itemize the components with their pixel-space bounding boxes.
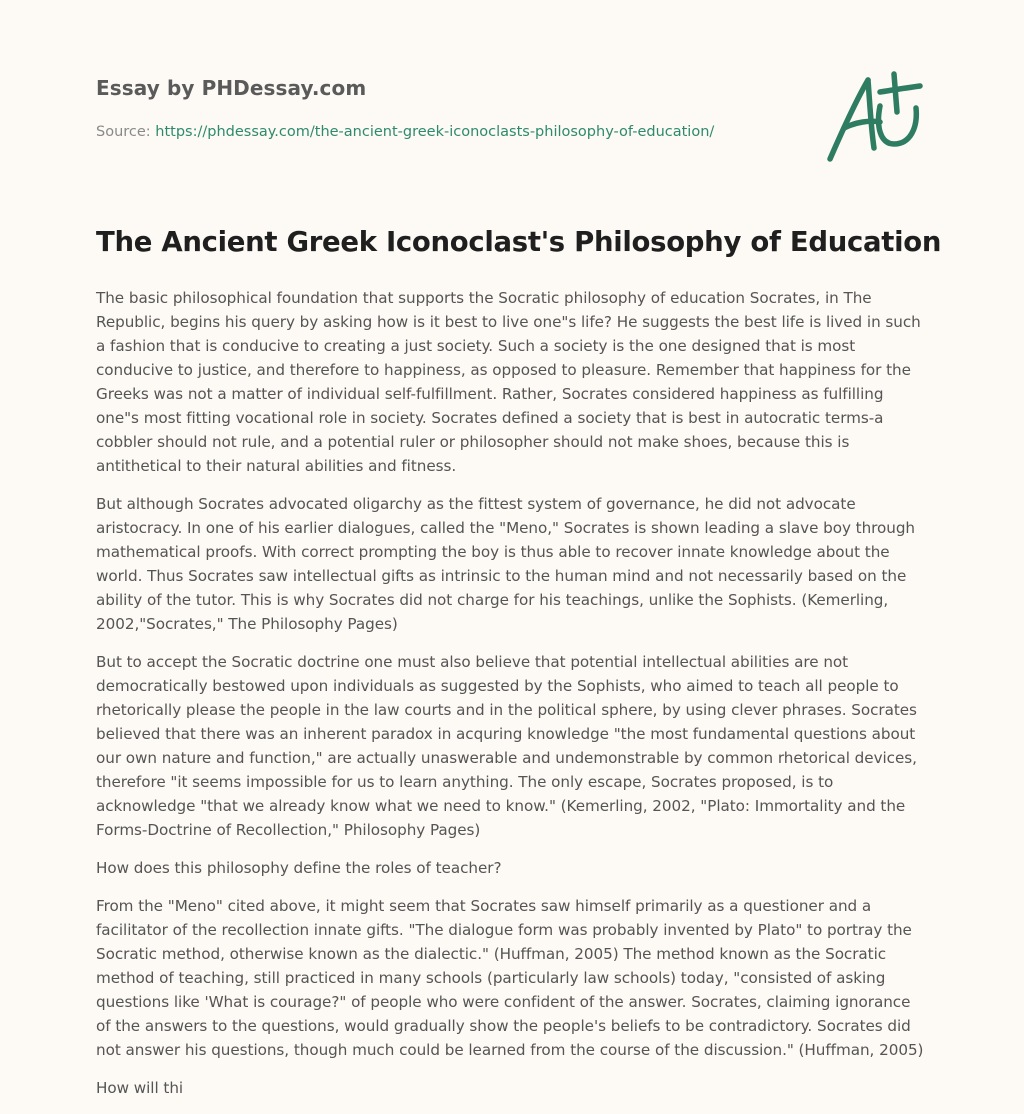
- essay-paragraph: The basic philosophical foundation that supports the Socratic philosophy of education Socrates, in The Republic, begins his query by asking how is it best to live one"s life? He suggests the best life is lived in such a fashion that is conducive to creating a just society. Such a society is the one designed that is most conducive to justice, and therefore to happiness, as opposed to pleasure. Remember that happiness for the Greeks was not a matter of individual self-fulfillment. Rather, Socrates considered happiness as fulfilling one"s most fitting vocational role in society. Socrates defined a society that is best in autocratic terms-a cobbler should not rule, and a potential ruler or philosopher should not make shoes, because this is antithetical to their natural abilities and fitness.: [96, 289, 921, 475]
- source-label: Source:: [96, 124, 156, 140]
- essay-question: How does this philosophy define the roles of teacher?: [96, 859, 502, 877]
- essay-body: [96, 286, 928, 1114]
- source-link[interactable]: https://phdessay.com/the-ancient-greek-iconoclasts-philosophy-of-education/: [155, 124, 715, 140]
- essay-paragraph: But to accept the Socratic doctrine one must also believe that potential intellectual abilities are not democratically bestowed upon individuals as suggested by the Sophists, who aimed to teach all people to rhetorically please the people in the law courts and in the political sphere, by using clever phrases. Socrates believed that there was an inherent paradox in acquring knowledge "the most fundamental questions about our own nature and function," are actually unaswerable and undemonstrable by common rhetorical devices, therefore "it seems impossible for us to learn anything. The only escape, Socrates proposed, is to acknowledge "that we already know what we need to know." (Kemerling, 2002, "Plato: Immortality and the Forms-Doctrine of Recollection," Philosophy Pages): [96, 653, 917, 839]
- site-brand: Essay by PHDessay.com: [96, 76, 367, 100]
- essay-title: The Ancient Greek Iconoclast's Philosophy of Education: [96, 226, 942, 258]
- source-line: [96, 124, 714, 140]
- a-plus-logo-icon: [824, 66, 930, 166]
- essay-question: How will thi: [96, 1079, 184, 1097]
- essay-paragraph: But although Socrates advocated oligarchy as the fittest system of governance, he did not advocate aristocracy. In one of his earlier dialogues, called the "Meno," Socrates is shown leading a slave boy through mathematical proofs. With correct prompting the boy is thus able to recover innate knowledge about the world. Thus Socrates saw intellectual gifts as intrinsic to the human mind and not necessarily based on the ability of the tutor. This is why Socrates did not charge for his teachings, unlike the Sophists. (Kemerling, 2002,"Socrates," The Philosophy Pages): [96, 495, 916, 633]
- essay-paragraph: From the "Meno" cited above, it might seem that Socrates saw himself primarily as a questioner and a facilitator of the recollection innate gifts. "The dialogue form was probably invented by Plato" to portray the Socratic method, otherwise known as the dialectic." (Huffman, 2005) The method known as the Socratic method of teaching, still practiced in many schools (particularly law schools) today, "consisted of asking questions like 'What is courage?" of people who were confident of the answer. Socrates, claiming ignorance of the answers to the questions, would gradually show the people's beliefs to be contradictory. Socrates did not answer his questions, though much could be learned from the course of the discussion." (Huffman, 2005): [96, 897, 924, 1059]
